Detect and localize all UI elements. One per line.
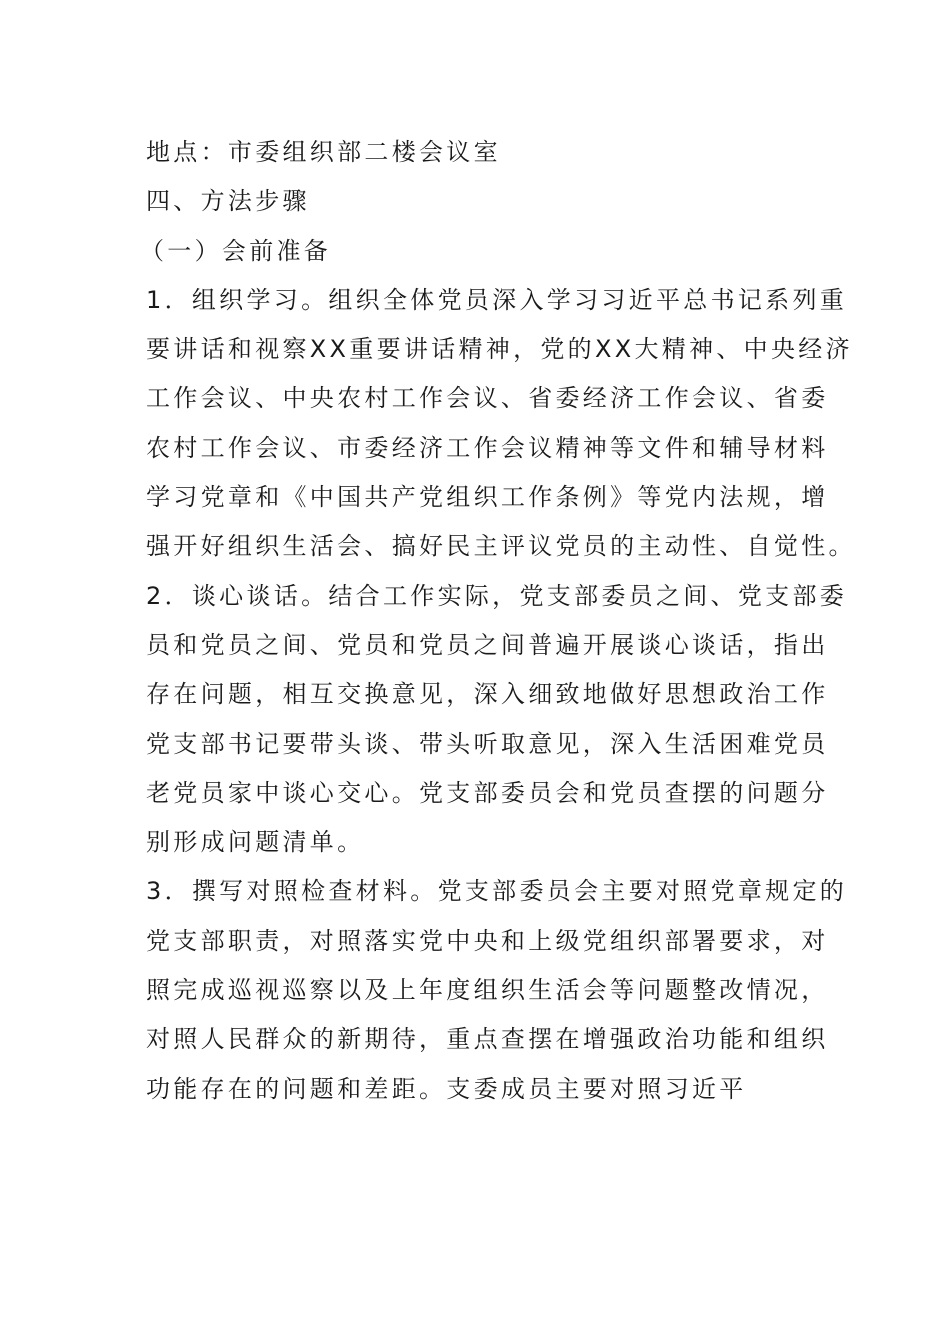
paragraph-line: 党支部职责，对照落实党中央和上级党组织部署要求，对 bbox=[146, 926, 829, 955]
paragraph-line: 要讲话和视察XX重要讲话精神，党的XX大精神、中央经济 bbox=[146, 335, 853, 364]
paragraph-line: 学习党章和《中国共产党组织工作条例》等党内法规，增 bbox=[146, 483, 829, 512]
paragraph-line: 别形成问题清单。 bbox=[146, 828, 365, 857]
paragraph-line: 3．撰写对照检查材料。党支部委员会主要对照党章规定的 bbox=[146, 877, 848, 906]
paragraph-line: 农村工作会议、市委经济工作会议精神等文件和辅导材料 bbox=[146, 433, 829, 462]
location-line: 地点：市委组织部二楼会议室 bbox=[146, 138, 501, 166]
paragraph-line: 工作会议、中央农村工作会议、省委经济工作会议、省委 bbox=[146, 384, 829, 413]
section-heading-methods: 四、方法步骤 bbox=[146, 187, 310, 216]
paragraph-line: 1．组织学习。组织全体党员深入学习习近平总书记系列重 bbox=[146, 285, 848, 314]
paragraph-line: 老党员家中谈心交心。党支部委员会和党员查摆的问题分 bbox=[146, 778, 829, 807]
subsection-heading-preparation: （一）会前准备 bbox=[140, 236, 332, 265]
paragraph-line: 党支部书记要带头谈、带头听取意见，深入生活困难党员 bbox=[146, 729, 829, 758]
paragraph-line: 照完成巡视巡察以及上年度组织生活会等问题整改情况， bbox=[146, 976, 829, 1005]
document-page bbox=[140, 128, 856, 1114]
paragraph-line: 存在问题，相互交换意见，深入细致地做好思想政治工作 bbox=[146, 680, 829, 709]
paragraph-line: 功能存在的问题和差距。支委成员主要对照习近平 bbox=[146, 1074, 747, 1103]
paragraph-line: 员和党员之间、党员和党员之间普遍开展谈心谈话，指出 bbox=[146, 630, 829, 659]
paragraph-line: 2．谈心谈话。结合工作实际，党支部委员之间、党支部委 bbox=[146, 581, 848, 610]
paragraph-line: 强开好组织生活会、搞好民主评议党员的主动性、自觉性。 bbox=[146, 532, 856, 561]
paragraph-line: 对照人民群众的新期待，重点查摆在增强政治功能和组织 bbox=[146, 1025, 829, 1054]
